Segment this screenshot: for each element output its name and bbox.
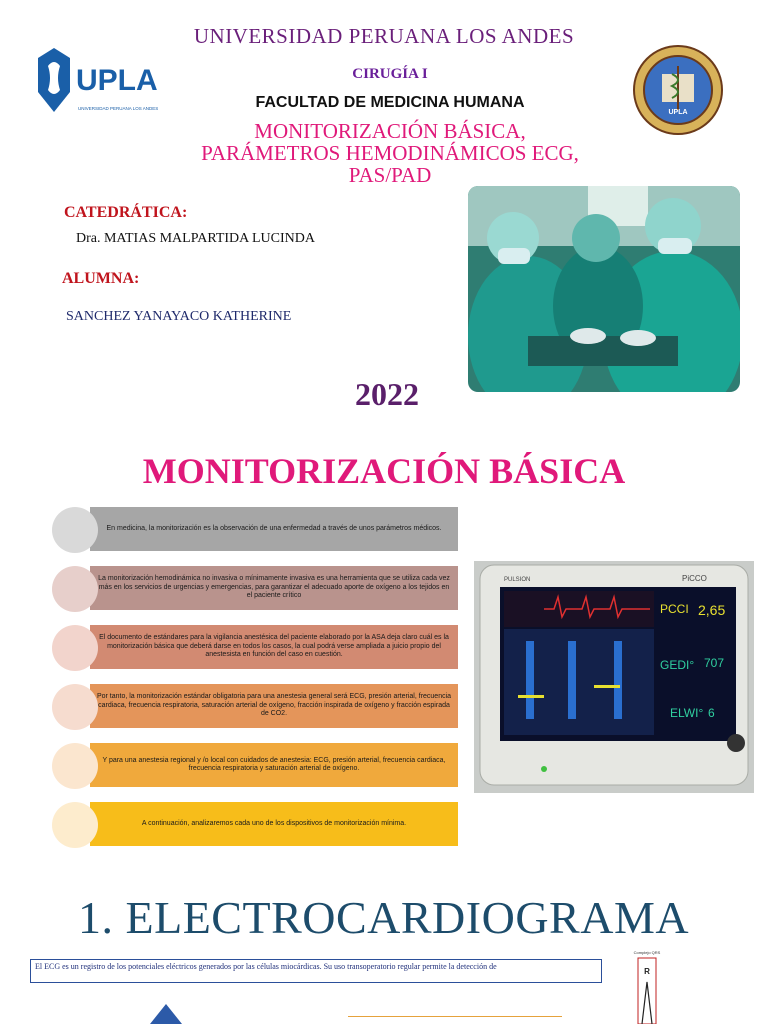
section-title-basic-monitoring: MONITORIZACIÓN BÁSICA	[142, 451, 626, 491]
hemodynamic-monitor-photo	[474, 561, 754, 793]
list-bullet-circle	[52, 802, 98, 848]
monitoring-list-text: A continuación, analizaremos cada uno de los dispositivos de monitorización mínima.	[90, 802, 458, 846]
logo-subtitle: UNIVERSIDAD PERUANA LOS ANDES	[78, 106, 158, 111]
monitor-gedi-value: 707	[704, 656, 725, 670]
monitoring-list-text: En medicina, la monitorización es la observación de una enfermedad a través de unos parámetros médicos.	[90, 507, 458, 551]
monitor-elwi-label: ELWI°	[670, 706, 704, 720]
university-title: UNIVERSIDAD PERUANA LOS ANDES	[193, 24, 575, 48]
teacher-label: CATEDRÁTICA:	[64, 204, 188, 221]
year: 2022	[355, 376, 419, 412]
topic-line-1: MONITORIZACIÓN BÁSICA,	[254, 119, 526, 143]
triangle-shape	[148, 1002, 184, 1024]
topic-line-2: PARÁMETROS HEMODINÁMICOS ECG,	[201, 141, 579, 165]
monitoring-list-item	[52, 743, 458, 787]
ecg-intro-textbox: El ECG es un registro de los potenciales eléctricos generados por las células miocárdicas. Su uso transoperatorio regular permite la detección de	[30, 959, 602, 983]
list-bullet-circle	[52, 743, 98, 789]
monitoring-list-text: El documento de estándares para la vigilancia anestésica del paciente elaborado por la ASA deja claro cuál es la monitorización básica que deberá darse en todos los casos, la cual podrá verse ampliada a juicio propio del anestesista en función del caso en cuestión.	[90, 625, 458, 669]
monitoring-list-item	[52, 625, 458, 669]
list-bullet-circle	[52, 684, 98, 730]
monitoring-list-text: La monitorización hemodinámica no invasiva o mínimamente invasiva es una herramienta que se utiliza cada vez más en los servicios de urgencias y emergencias, para garantizar el adecuado aporte de oxígeno a los tejidos en el paciente crítico	[90, 566, 458, 610]
surgery-photo	[468, 186, 740, 392]
monitor-pcci-value: 2,65	[698, 602, 726, 618]
monitoring-list-item	[52, 507, 458, 551]
monitoring-list-item	[52, 802, 458, 846]
bottom-note-line	[348, 1016, 562, 1026]
course-name: CIRUGÍA I	[352, 66, 428, 82]
section-title-ecg: 1. ELECTROCARDIOGRAMA	[78, 892, 690, 943]
monitoring-list-text: Y para una anestesia regional y /o local con cuidados de anestesia: ECG, presión arterial, frecuencia cardiaca, frecuencia respiratoria y saturación arterial de oxígeno.	[90, 743, 458, 787]
list-bullet-circle	[52, 507, 98, 553]
teacher-name: Dra. MATIAS MALPARTIDA LUCINDA	[76, 231, 315, 246]
monitor-gedi-label: GEDI°	[660, 658, 695, 672]
topic-line-3: PAS/PAD	[348, 163, 432, 187]
monitoring-list-text: Por tanto, la monitorización estándar obligatoria para una anestesia general será ECG, presión arterial, frecuencia cardiaca, frecuencia respiratoria, saturación arterial de oxígeno, fracción inspirada de oxígeno y fracción espirada de CO2.	[90, 684, 458, 728]
monitor-brand: PULSION	[504, 577, 531, 583]
qrs-complex-figure	[630, 948, 664, 1024]
qrs-letter: R	[644, 967, 650, 976]
seal-text: UPLA	[668, 109, 688, 116]
presentation-topic	[130, 120, 650, 186]
monitor-pcci-label: PCCI	[660, 602, 689, 616]
qrs-label: Complejo QRS	[633, 950, 661, 955]
student-name: SANCHEZ YANAYACO KATHERINE	[66, 309, 292, 324]
logo-text: UPLA	[76, 64, 158, 97]
monitor-elwi-value: 6	[708, 706, 715, 720]
monitor-model: PiCCO	[682, 574, 707, 583]
monitoring-list-item	[52, 684, 458, 728]
list-bullet-circle	[52, 566, 98, 612]
list-bullet-circle	[52, 625, 98, 671]
faculty-name: FACULTAD DE MEDICINA HUMANA	[255, 94, 525, 111]
monitoring-list-item	[52, 566, 458, 610]
student-label: ALUMNA:	[62, 270, 140, 287]
